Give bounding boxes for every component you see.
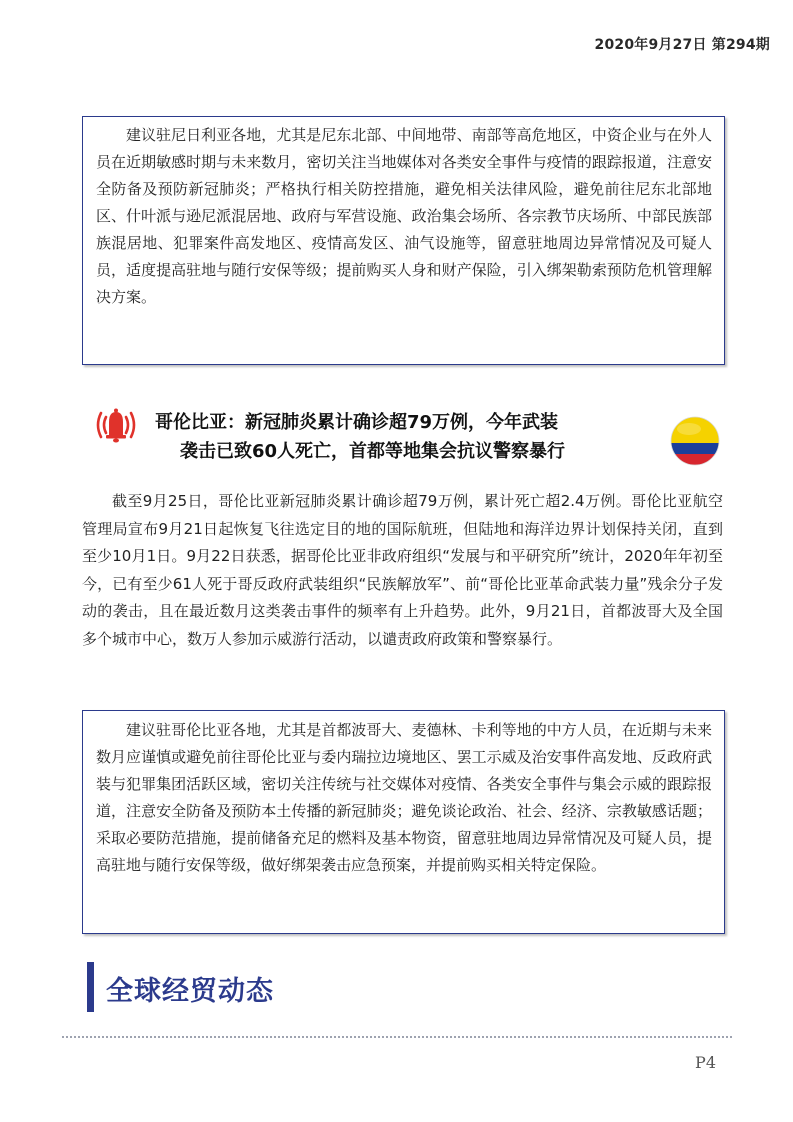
headline-line-2: 袭击已致60人死亡，首都等地集会抗议警察暴行 [180,441,566,462]
section-title: 全球经贸动态 [106,976,274,1007]
colombia-news-body: 截至9月25日，哥伦比亚新冠肺炎累计确诊超79万例，累计死亡超2.4万例。哥伦比亚航空管理局宣布9月21日起恢复飞往选定目的地的国际航班，但陆地和海洋边界计划保持关闭，直到至少10月1日。9月22日获悉，据哥伦比亚非政府组织“发展与和平研究所”统计，2020年年初至今，已有至少61人死于哥反政府武装组织“民族解放军”、前“哥伦比亚革命武装力量”残余分子发动的袭击，且在最近数月这类袭击事件的频率有上升趋势。此外，9月21日，首都波哥大及全国多个城市中心，数万人参加示威游行活动，以谴责政府政策和警察暴行。 [82,492,723,648]
advisory-text: 建议驻哥伦比亚各地，尤其是首都波哥大、麦德林、卡利等地的中方人员，在近期与未来数月应谨慎或避免前往哥伦比亚与委内瑞拉边境地区、罢工示威及治安事件高发地、反政府武装与犯罪集团活跃区域，密切关注传统与社交媒体对疫情、各类安全事件与集会示威的跟踪报道，注意安全防备及预防本土传播的新冠肺炎；避免谈论政治、社会、经济、宗教敏感话题；采取必要防范措施，提前储备充足的燃料及基本物资，留意驻地周边异常情况及可疑人员，提高驻地与随行安保等级，做好绑架袭击应急预案，并提前购买相关特定保险。 [96,721,712,874]
footer-divider [62,1036,732,1038]
page-number: P4 [695,1053,716,1072]
colombia-flag-icon [669,415,721,467]
headline-line-1: 哥伦比亚：新冠肺炎累计确诊超79万例，今年武装 [155,412,559,433]
issue-date-header: 2020年9月27日 第294期 [594,37,770,53]
advisory-box-nigeria [82,116,725,365]
advisory-box-colombia [82,710,725,934]
colombia-headline [155,408,625,466]
advisory-text: 建议驻尼日利亚各地，尤其是尼东北部、中间地带、南部等高危地区，中资企业与在外人员在近期敏感时期与未来数月，密切关注当地媒体对各类安全事件与疫情的跟踪报道，注意安全防备及预防新冠肺炎；严格执行相关防控措施，避免相关法律风险，避免前往尼东北部地区、什叶派与逊尼派混居地、政府与军营设施、政治集会场所、各宗教节庆场所、中部民族部族混居地、犯罪案件高发地区、疫情高发区、油气设施等，留意驻地周边异常情况及可疑人员，适度提高驻地与随行安保等级；提前购买人身和财产保险，引入绑架勒索预防危机管理解决方案。 [96,126,712,306]
alarm-bell-icon [92,405,140,445]
section-accent-bar [87,962,94,1012]
